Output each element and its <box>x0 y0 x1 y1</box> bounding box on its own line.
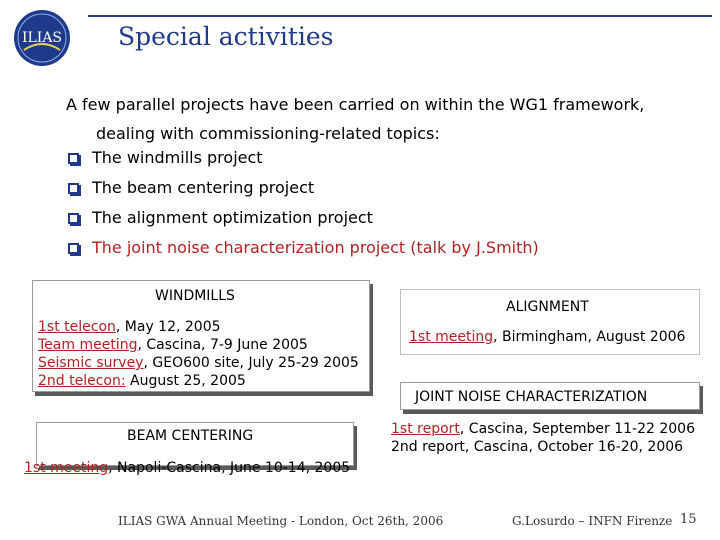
svg-text:ILIAS: ILIAS <box>21 30 63 46</box>
square-bullet-icon <box>68 243 79 254</box>
list-item: The windmills project <box>68 144 539 174</box>
meeting-link[interactable]: 2nd telecon: <box>38 373 126 389</box>
square-bullet-icon <box>68 183 79 194</box>
list-item: The joint noise characterization project (talk by J.Smith) <box>68 234 539 264</box>
report-link[interactable]: 1st report <box>391 421 460 437</box>
list-item: 2nd report, Cascina, October 16-20, 2006 <box>391 439 684 455</box>
ilias-logo <box>12 8 72 68</box>
header-rule <box>88 15 712 17</box>
list-item: 1st report, Cascina, September 11-22 2006 <box>391 421 695 437</box>
list-item: Team meeting, Cascina, 7-9 June 2005 <box>38 337 308 353</box>
list-item: The alignment optimization project <box>68 204 539 234</box>
footer-author: G.Losurdo – INFN Firenze <box>512 514 673 528</box>
intro-paragraph <box>66 90 686 148</box>
page-number: 15 <box>680 512 697 527</box>
square-bullet-icon <box>68 213 79 224</box>
slide-title: Special activities <box>118 22 334 51</box>
intro-line-1: A few parallel projects have been carried on within the WG1 framework, <box>66 95 645 114</box>
list-item: Seismic survey, GEO600 site, July 25-29 2005 <box>38 355 359 371</box>
meeting-link[interactable]: Seismic survey <box>38 355 144 371</box>
joint-noise-title: JOINT NOISE CHARACTERIZATION <box>415 389 648 405</box>
square-bullet-icon <box>68 153 79 164</box>
beam-centering-title: BEAM CENTERING <box>127 428 254 444</box>
meeting-link[interactable]: 1st telecon <box>38 319 116 335</box>
list-item: 2nd telecon: August 25, 2005 <box>38 373 246 389</box>
windmills-box <box>32 280 370 392</box>
meeting-link[interactable]: Team meeting <box>38 337 138 353</box>
meeting-link[interactable]: 1st meeting <box>409 329 494 345</box>
windmills-title: WINDMILLS <box>155 288 235 304</box>
footer-event: ILIAS GWA Annual Meeting - London, Oct 26th, 2006 <box>118 514 444 528</box>
project-list <box>68 144 539 264</box>
list-item: The beam centering project <box>68 174 539 204</box>
alignment-box <box>400 289 700 355</box>
list-item: 1st meeting, Napoli-Cascina, June 10-14, 2005 <box>24 460 351 476</box>
list-item: 1st meeting, Birmingham, August 2006 <box>409 329 686 345</box>
alignment-title: ALIGNMENT <box>506 299 589 315</box>
joint-noise-box <box>400 382 700 410</box>
intro-line-2: dealing with commissioning-related topics: <box>96 124 440 143</box>
list-item: 1st telecon, May 12, 2005 <box>38 319 221 335</box>
meeting-link[interactable]: 1st meeting <box>24 460 109 476</box>
